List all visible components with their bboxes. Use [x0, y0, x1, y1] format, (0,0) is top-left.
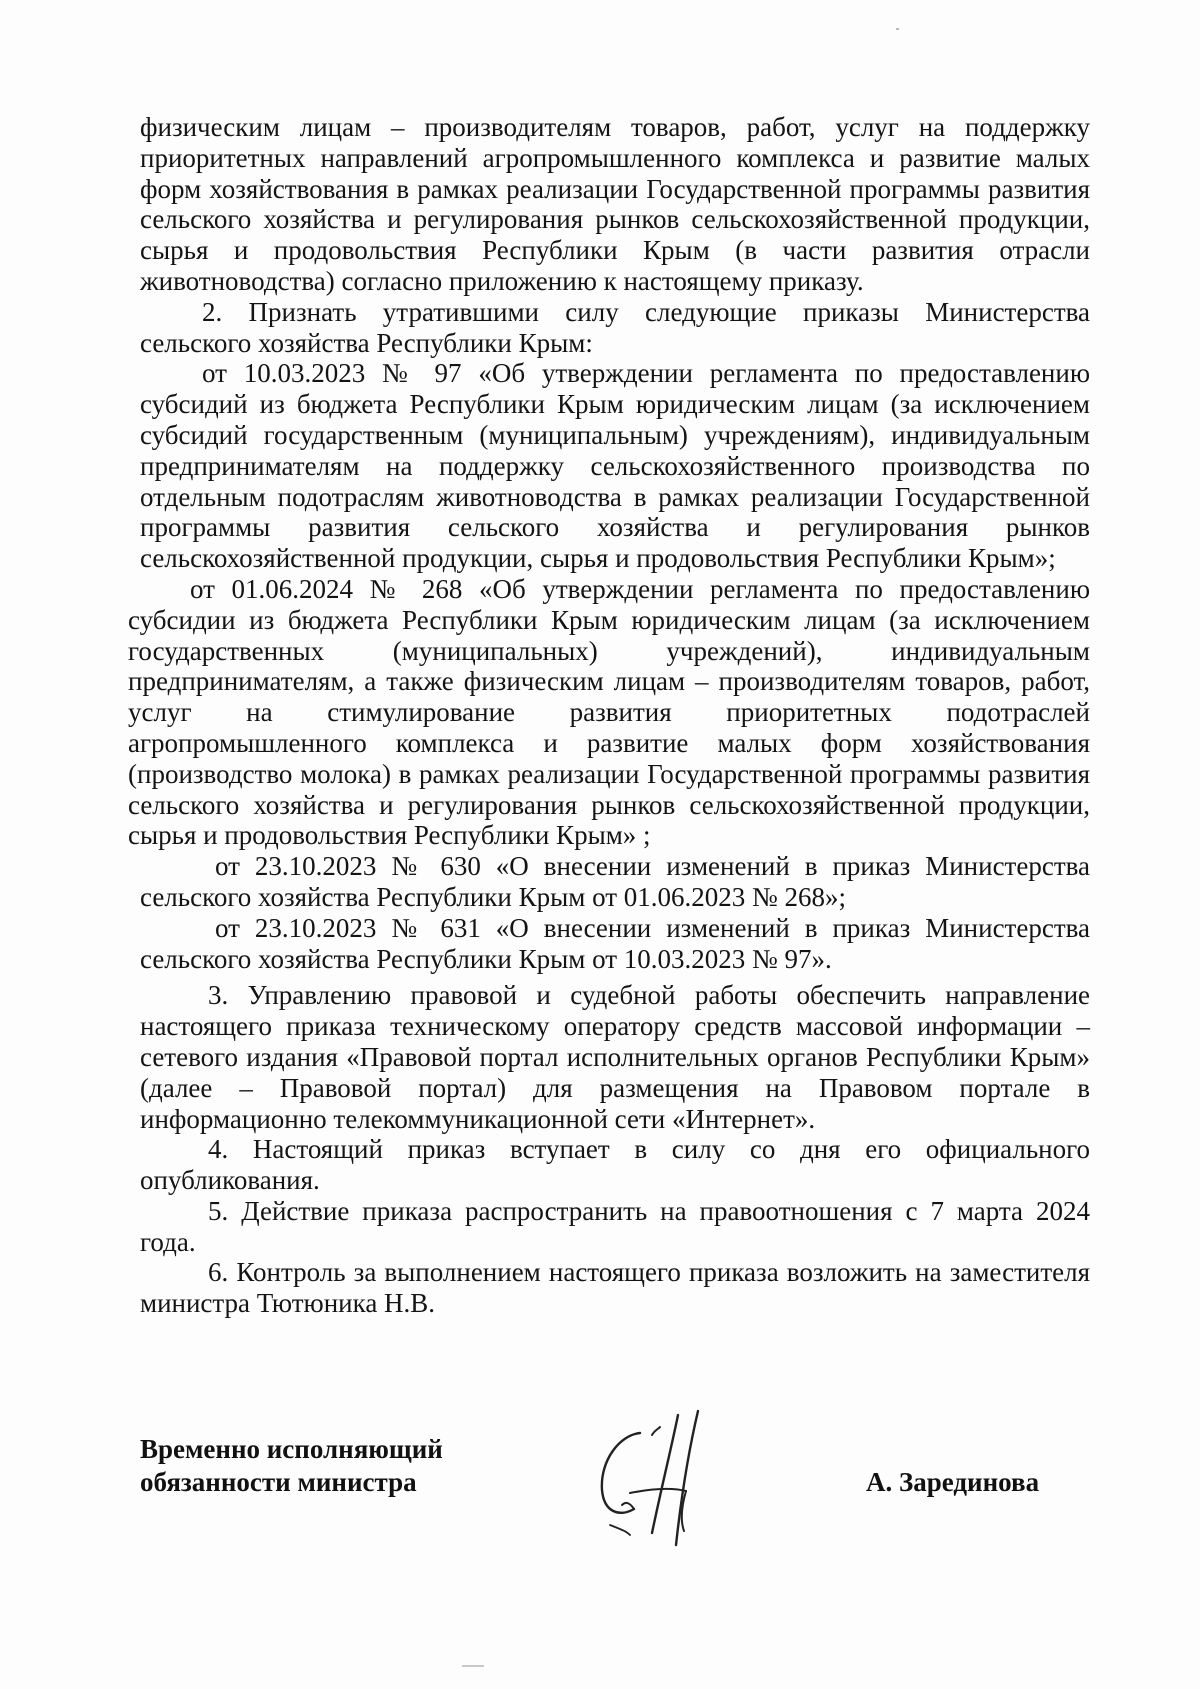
paragraph-6: 6. Контроль за выполнением настоящего приказа возложить на заместителя министра Тютюника Н.В. — [140, 1257, 1090, 1319]
paragraph-2a: от 10.03.2023 № 97 «Об утверждении регламента по предоставлению субсидий из бюджета Республики Крым юридическим лицам (за исключением субсидий государственным (муниципальным) учреждениям), индивидуальным предпринимателям на поддержку сельскохозяйственного производства по отдельным подотраслям животноводства в рамках реализации Государственной программы развития сельского хозяйства и регулирования рынков сельскохозяйственной продукции, сырья и продовольствия Республики Крым»; — [140, 358, 1090, 574]
scan-artifact — [462, 1665, 484, 1667]
position-line-1: Временно исполняющий — [140, 1434, 443, 1464]
document-body — [128, 112, 1090, 1319]
handwritten-signature — [590, 1405, 740, 1550]
position-line-2: обязанности министра — [140, 1467, 417, 1497]
paragraph-2c: от 23.10.2023 № 630 «О внесении изменений в приказ Министерства сельского хозяйства Республики Крым от 01.06.2023 № 268»; — [140, 851, 1090, 912]
paragraph-2b: от 01.06.2024 № 268 «Об утверждении регламента по предоставлению субсидии из бюджета Республики Крым юридическим лицам (за исключением государственных (муниципальных) учреждений), индивидуальным предпринимателям, а также физическим лицам – производителям товаров, работ, услуг на стимулирование развития приоритетных подотраслей агропромышленного комплекса и развитие малых форм хозяйствования (производство молока) в рамках реализации Государственной программы развития сельского хозяйства и регулирования рынков сельскохозяйственной продукции, сырья и продовольствия Республики Крым» ; — [128, 573, 1090, 851]
paragraph-2: 2. Признать утратившими силу следующие приказы Министерства сельского хозяйства Республики Крым: — [140, 296, 1090, 358]
paragraph-2d: от 23.10.2023 № 631 «О внесении изменений в приказ Министерства сельского хозяйства Республики Крым от 10.03.2023 № 97». — [140, 912, 1090, 974]
signer-name: А. Зарединова — [866, 1467, 1040, 1497]
paragraph-4: 4. Настоящий приказ вступает в силу со дня его официального опубликования. — [140, 1134, 1090, 1196]
scan-artifact — [896, 28, 899, 30]
paragraph-3: 3. Управлению правовой и судебной работы обеспечить направление настоящего приказа техническому оператору средств массовой информации – сетевого издания «Правовой портал исполнительных органов Республики Крым» (далее – Правовой портал) для размещения на Правовом портале в информационно телекоммуникационной сети «Интернет». — [140, 980, 1090, 1134]
paragraph-5: 5. Действие приказа распространить на правоотношения с 7 марта 2024 года. — [140, 1195, 1090, 1257]
signer-position — [140, 1433, 443, 1499]
paragraph-1: физическим лицам – производителям товаров, работ, услуг на поддержку приоритетных направлений агропромышленного комплекса и развитие малых форм хозяйствования в рамках реализации Государственной программы развития сельского хозяйства и регулирования рынков сельскохозяйственной продукции, сырья и продовольствия Республики Крым (в части развития отрасли животноводства) согласно приложению к настоящему приказу. — [140, 112, 1090, 296]
